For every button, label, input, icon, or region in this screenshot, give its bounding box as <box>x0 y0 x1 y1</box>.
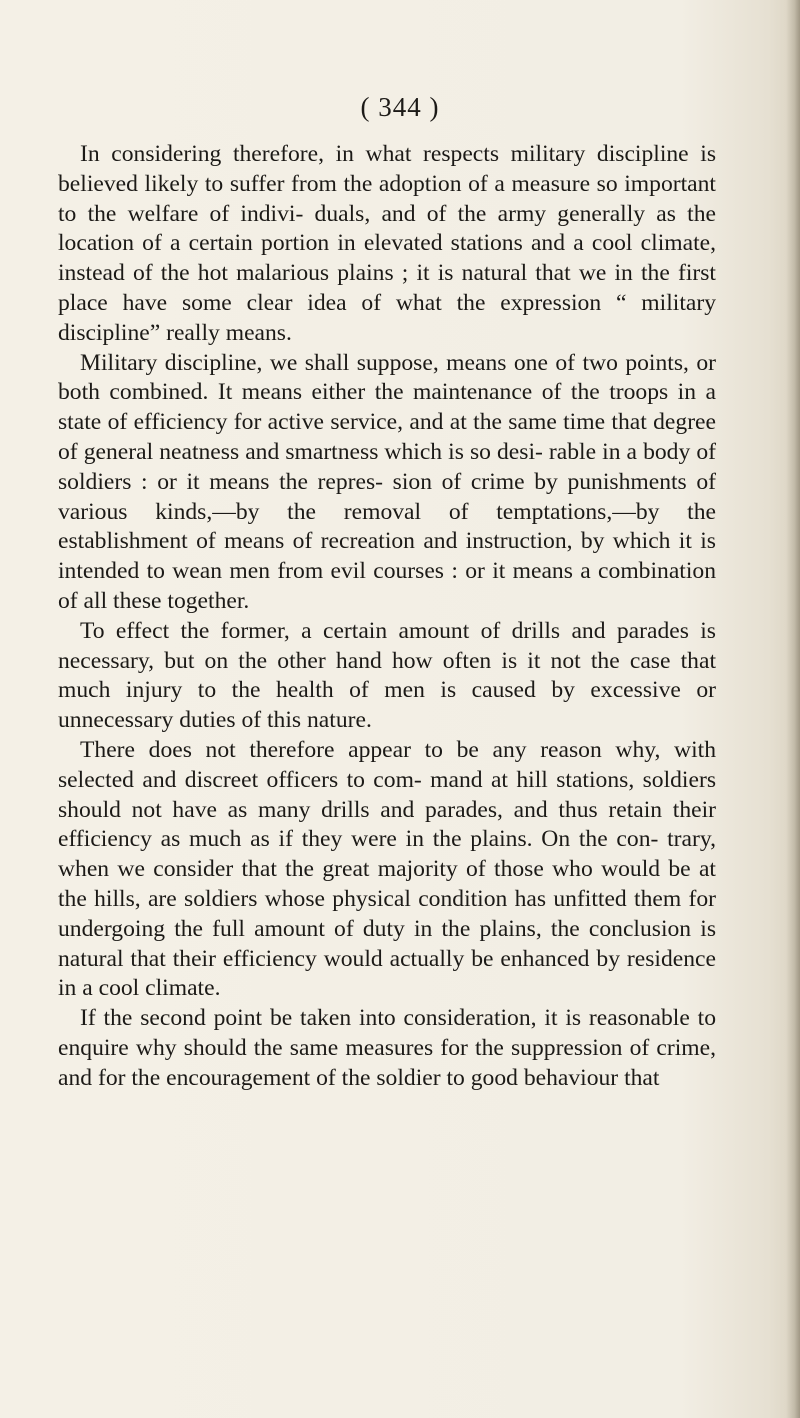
page-number: ( 344 ) <box>360 92 440 122</box>
paragraph-1: In considering therefore, in what respects military discipline is believed likely to suffer from the adoption of a measure so important to the welfare of indivi- duals, and of the army generally as the location of a certain portion in elevated stations and a cool climate, instead of the hot malarious plains ; it is natural that we in the first place have some clear idea of what the expression “ military discipline” really means. <box>58 141 716 346</box>
paragraph-5: If the second point be taken into consideration, it is reasonable to enquire why should the same measures for the suppression of crime, and for the encouragement of the soldier to good behaviour that <box>58 1005 716 1091</box>
body-text <box>58 140 716 1094</box>
paragraph-4: There does not therefore appear to be any reason why, with selected and discreet officers to com- mand at hill stations, soldiers should not have as many drills and parades, and thus retain their efficiency as much as if they were in the plains. On the con- trary, when we consider that the great majority of those who would be at the hills, are soldiers whose physical condition has unfitted them for undergoing the full amount of duty in the plains, the conclusion is natural that their efficiency would actually be enhanced by residence in a cool climate. <box>58 736 716 1002</box>
paragraph-3: To effect the former, a certain amount of drills and parades is necessary, but on the other hand how often is it not the case that much injury to the health of men is caused by excessive or unnecessary duties of this nature. <box>58 617 716 734</box>
page-edge-shadow <box>786 0 800 1418</box>
paragraph-2: Military discipline, we shall suppose, means one of two points, or both combined. It means either the maintenance of the troops in a state of efficiency for active service, and at the same time that degree of general neatness and smartness which is so desi- rable in a body of soldiers : or it means the repres- sion of crime by punishments of various kinds,—by the removal of temptations,—by the establishment of means of recreation and instruction, by which it is intended to wean men from evil courses : or it means a combination of all these together. <box>58 349 716 614</box>
